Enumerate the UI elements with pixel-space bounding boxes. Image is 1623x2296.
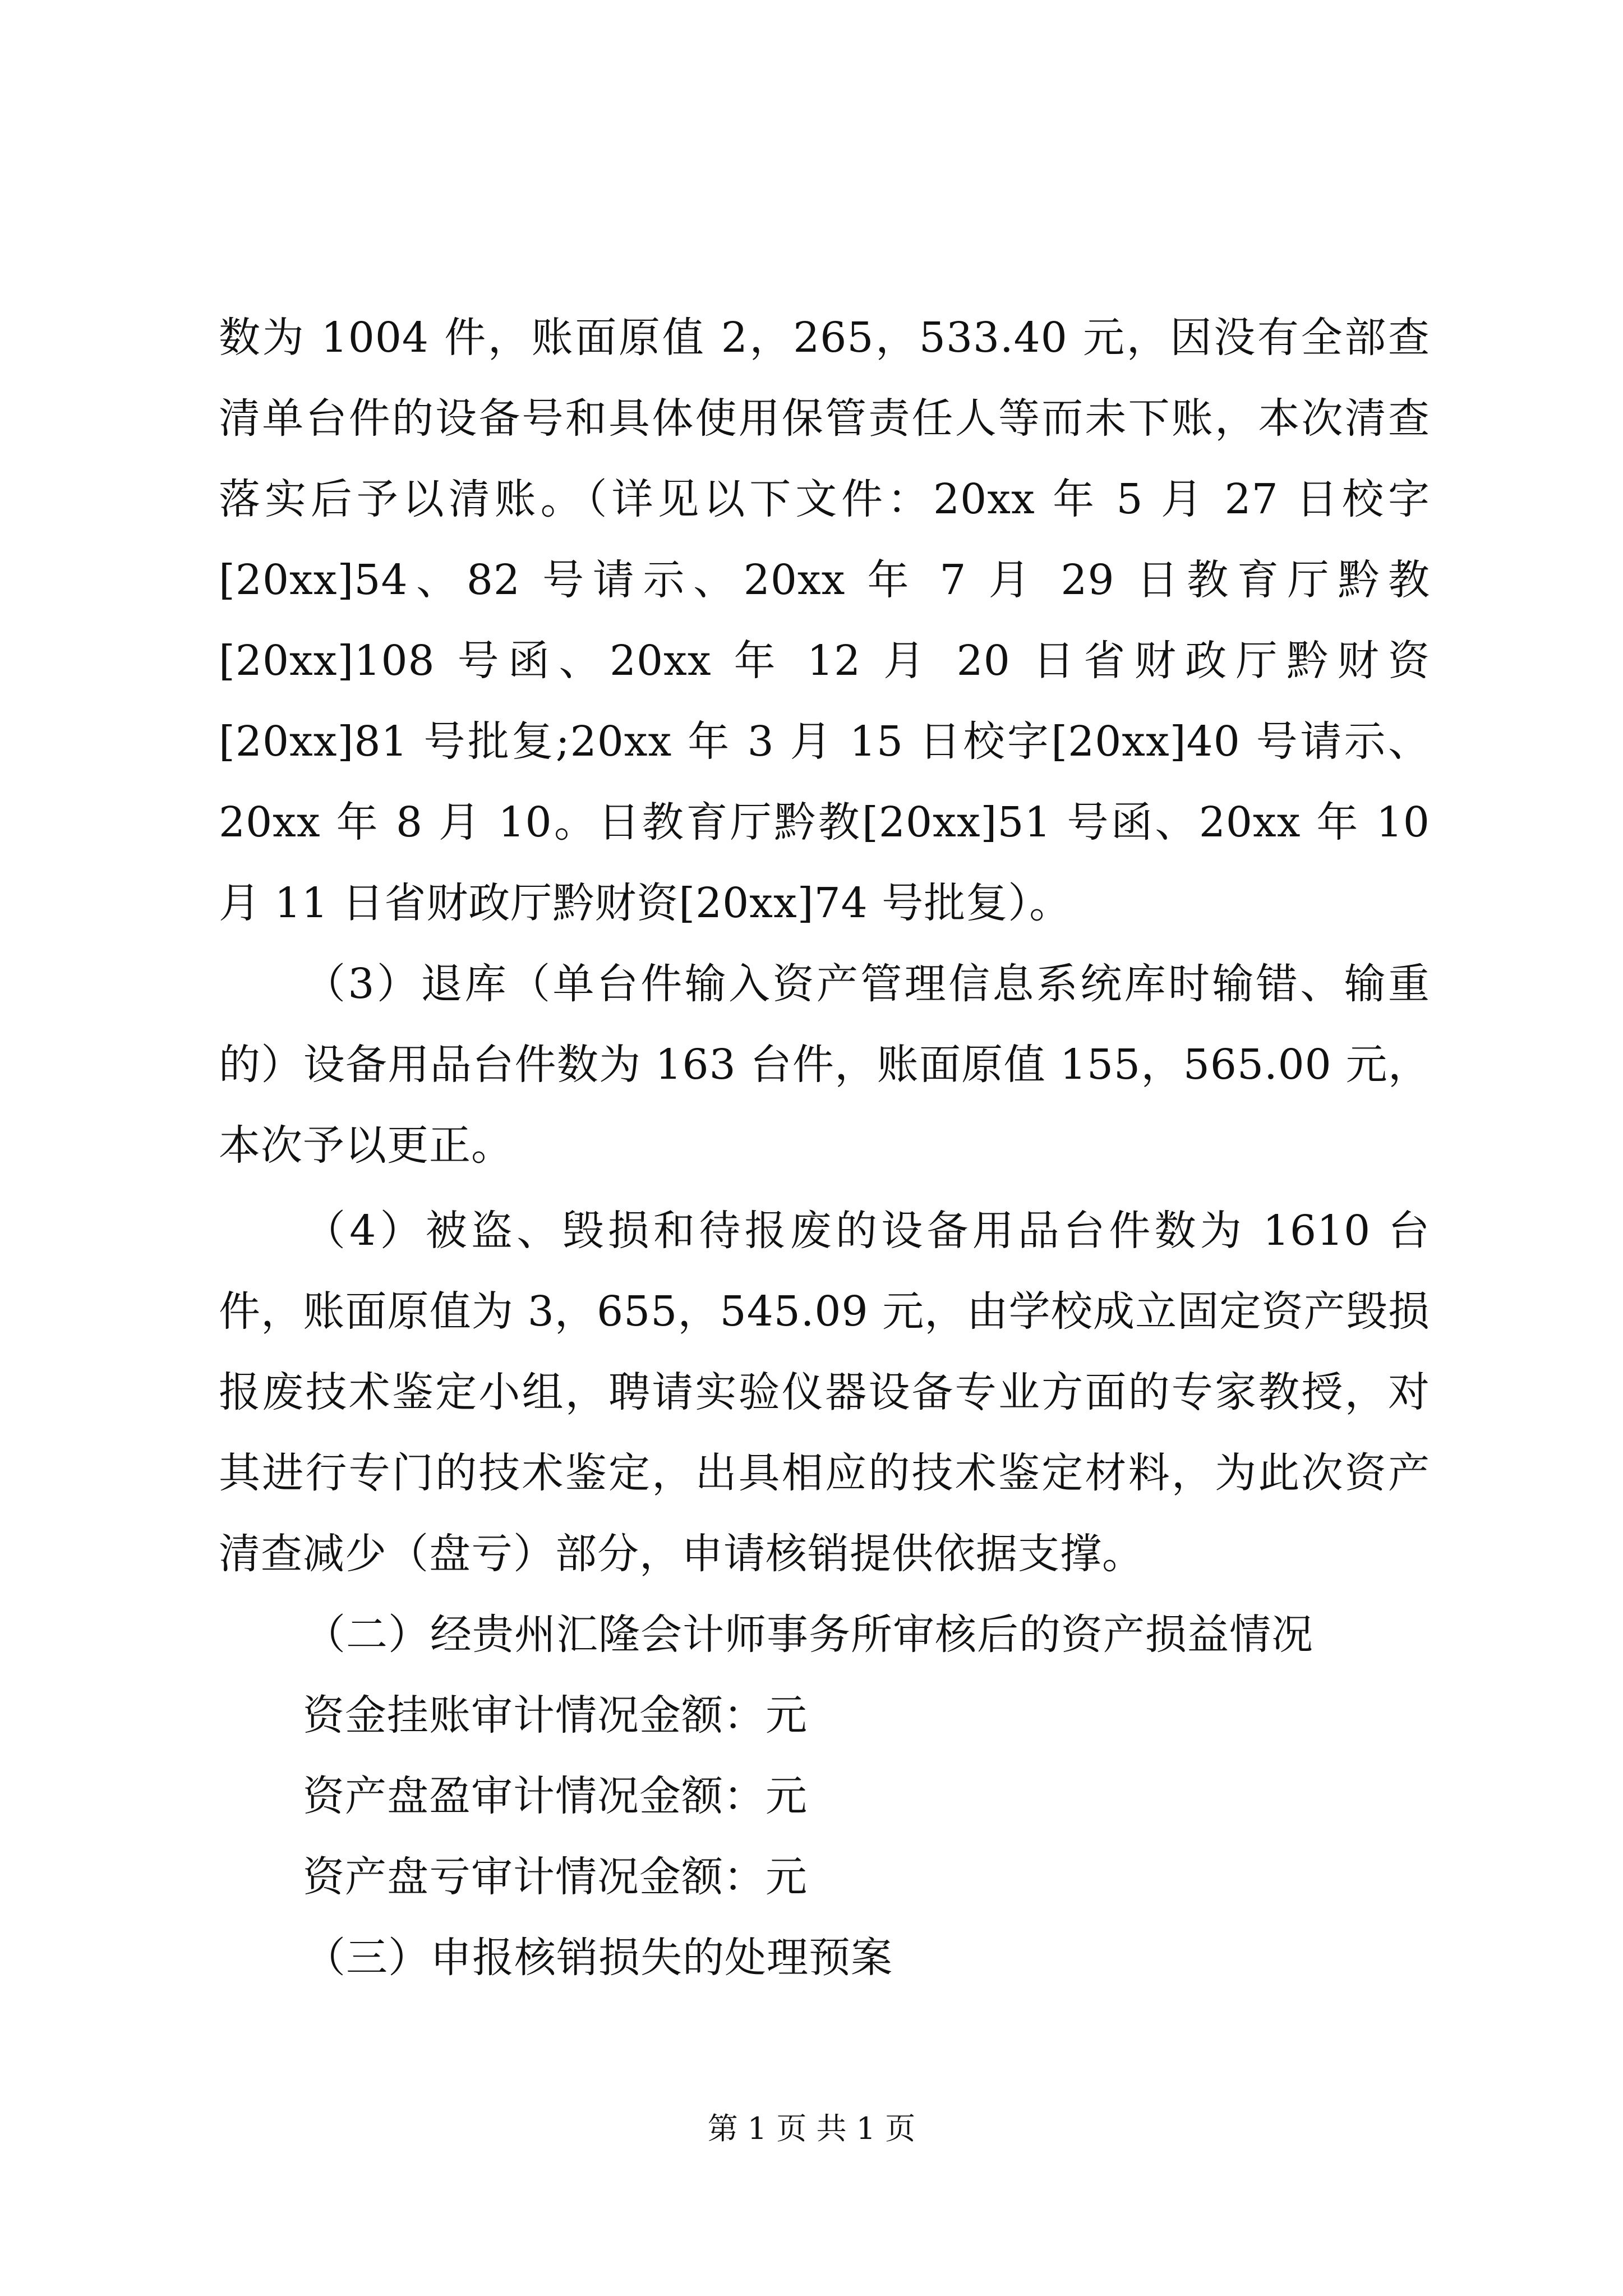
section-heading-2: （二）经贵州汇隆会计师事务所审核后的资产损益情况 xyxy=(304,1611,1313,1659)
audit-item-asset-surplus: 资产盘盈审计情况金额：元 xyxy=(303,1772,808,1820)
audit-item-asset-loss: 资产盘亏审计情况金额：元 xyxy=(303,1853,808,1901)
paragraph-continued-text: 数为 1004 件，账面原值 2，265，533.40 元，因没有全部查清单台件的设备号和具体使用保管责任人等而未下账，本次清查落实后予以清账。（详见以下文件：20xx 年 5 月 27 日校字[20xx]54、82 号请示、20xx 年 7 月 29 日教育厅黔教[20xx]108 号函、20xx 年 12 月 20 日省财政厅黔财资[20xx]81 号批复;20xx 年 3 月 15 日校字[20xx]40 号请示、20xx 年 8 月 10。日教育厅黔教[20xx]51 号函、20xx 年 10 月 11 日省财政厅黔财资[20xx]74 号批复）。 xyxy=(219,314,1430,927)
page-footer: 第 1 页 共 1 页 xyxy=(707,2111,916,2146)
section-heading-3: （三）申报核销损失的处理预案 xyxy=(304,1934,893,1982)
audit-item-fund-accounts: 资金挂账审计情况金额：元 xyxy=(303,1691,808,1740)
paragraph-item-4: （4）被盗、毁损和待报废的设备用品台件数为 1610 台件，账面原值为 3，655，545.09 元，由学校成立固定资产毁损报废技术鉴定小组，聘请实验仪器设备专业方面的专家教授，对其进行专门的技术鉴定，出具相应的技术鉴定材料，为此次资产清查减少（盘亏）部分，申请核销提供依据支撑。 xyxy=(219,1207,1430,1578)
paragraph-item-3: （3）退库（单台件输入资产管理信息系统库时输错、输重的）设备用品台件数为 163 台件，账面原值 155，565.00 元，本次予以更正。 xyxy=(219,960,1430,1170)
